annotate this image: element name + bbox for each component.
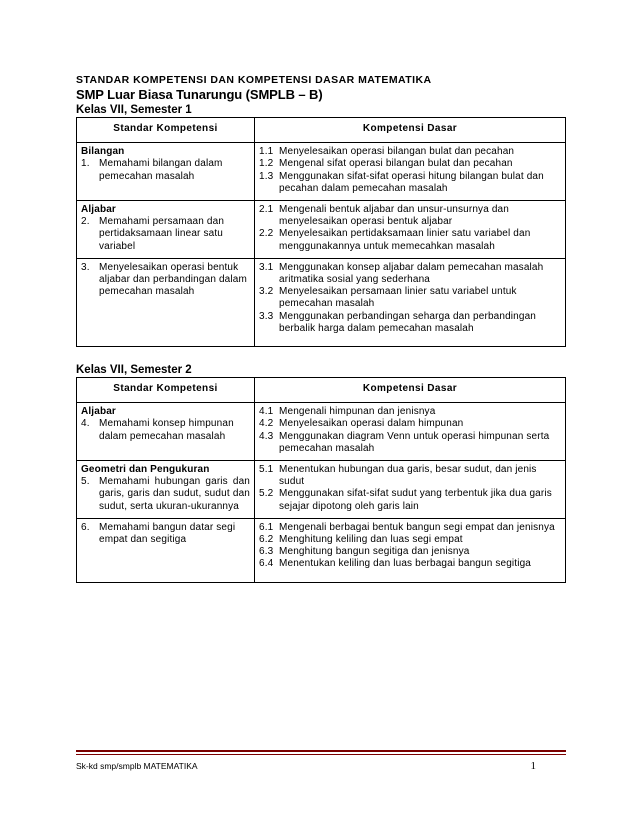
page-number: 1 [530, 760, 536, 772]
kd-item [259, 286, 561, 310]
kd-number: 4.2 [259, 418, 274, 430]
semester-2-heading: Kelas VII, Semester 2 [76, 364, 192, 377]
kd-cell [255, 461, 566, 519]
kd-number: 1.2 [259, 158, 274, 170]
kd-text: Menyelesaikan persamaan linier satu variabel untuk pemecahan masalah [279, 286, 517, 310]
kd-number: 1.3 [259, 170, 274, 182]
table-header-row [77, 118, 566, 143]
kd-number: 1.1 [259, 146, 274, 158]
sk-text: Memahami bilangan dalam pemecahan masalah [99, 158, 223, 182]
kd-item [259, 171, 561, 195]
kd-cell [255, 201, 566, 259]
sk-number: 2. [81, 216, 90, 228]
sk-item [81, 522, 250, 546]
kd-item [259, 546, 561, 558]
sk-cell [77, 143, 255, 201]
table-row [77, 258, 566, 346]
kd-text: Menyelesaikan operasi dalam himpunan [279, 418, 464, 430]
document-title: STANDAR KOMPETENSI DAN KOMPETENSI DASAR MATEMATIKA [76, 74, 432, 86]
kd-item [259, 204, 561, 228]
kd-number: 3.1 [259, 261, 274, 273]
sk-number: 1. [81, 158, 90, 170]
semester-1-table [76, 117, 566, 347]
kd-text: Menggunakan perbandingan seharga dan perbandingan berbalik harga dalam pemecahan masalah [279, 310, 537, 334]
sk-item [81, 262, 250, 299]
kd-number: 6.4 [259, 558, 274, 570]
kd-number: 6.1 [259, 521, 274, 533]
document-subtitle: SMP Luar Biasa Tunarungu (SMPLB – B) [76, 87, 323, 102]
kd-text: Mengenali bentuk aljabar dan unsur-unsurnya dan menyelesaikan operasi bentuk aljabar [279, 204, 509, 228]
kd-item [259, 228, 561, 252]
kd-text: Menghitung keliling dan luas segi empat [279, 534, 463, 546]
kd-text: Menyelesaikan operasi bilangan bulat dan pecahan [279, 146, 515, 158]
sk-group-label: Geometri dan Pengukuran [81, 464, 210, 476]
footer-label: Sk-kd smp/smplb MATEMATIKA [76, 761, 198, 771]
sk-item [81, 476, 250, 513]
column-header-sk: Standar Kompetensi [77, 118, 255, 143]
table-row [77, 201, 566, 259]
kd-item [259, 488, 561, 512]
kd-text: Menggunakan sifat-sifat operasi hitung bilangan bulat dan pecahan dalam pemecahan masalah [279, 170, 544, 194]
kd-number: 3.3 [259, 310, 274, 322]
kd-number: 6.2 [259, 534, 274, 546]
kd-text: Mengenal sifat operasi bilangan bulat dan pecahan [279, 158, 513, 170]
semester-1-heading: Kelas VII, Semester 1 [76, 104, 192, 116]
column-header-sk: Standar Kompetensi [77, 378, 255, 403]
kd-number: 5.2 [259, 488, 274, 500]
kd-item [259, 146, 561, 158]
kd-item [259, 522, 561, 534]
kd-cell [255, 403, 566, 461]
sk-item [81, 216, 250, 253]
sk-cell [77, 403, 255, 461]
sk-text: Memahami bangun datar segi empat dan segitiga [99, 521, 236, 546]
kd-item [259, 406, 561, 418]
kd-item [259, 418, 561, 430]
sk-group-label: Bilangan [81, 146, 125, 158]
sk-cell [77, 258, 255, 346]
kd-item [259, 158, 561, 170]
column-header-kd: Kompetensi Dasar [255, 118, 566, 143]
sk-number: 4. [81, 418, 90, 430]
sk-group-label: Aljabar [81, 204, 116, 216]
kd-cell [255, 258, 566, 346]
table-row [77, 143, 566, 201]
kd-cell [255, 143, 566, 201]
kd-text: Menggunakan diagram Venn untuk operasi himpunan serta pemecahan masalah [279, 430, 550, 454]
kd-number: 4.1 [259, 406, 274, 418]
sk-text: Memahami hubungan garis dan garis, garis dan sudut, sudut dan sudut, serta ukuran-ukurannya [99, 476, 250, 512]
kd-text: Menggunakan sifat-sifat sudut yang terbentuk jika dua garis sejajar dipotong oleh garis lain [279, 488, 552, 512]
sk-cell [77, 461, 255, 519]
sk-item [81, 418, 250, 442]
document-page [76, 74, 566, 583]
kd-text: Mengenali berbagai bentuk bangun segi empat dan jenisnya [279, 521, 555, 533]
table-header-row [77, 378, 566, 403]
column-header-kd: Kompetensi Dasar [255, 378, 566, 403]
kd-item [259, 431, 561, 455]
kd-number: 5.1 [259, 464, 274, 476]
page-footer [76, 750, 566, 772]
footer-divider [76, 750, 566, 752]
kd-cell [255, 518, 566, 582]
table-row [77, 461, 566, 519]
kd-number: 2.2 [259, 228, 274, 240]
kd-text: Menentukan keliling dan luas berbagai bangun segitiga [279, 558, 532, 570]
kd-item [259, 464, 561, 488]
kd-item [259, 311, 561, 335]
sk-text: Memahami persamaan dan pertidaksamaan linear satu variabel [99, 216, 225, 252]
sk-number: 3. [81, 261, 90, 273]
table-row [77, 518, 566, 582]
sk-number: 6. [81, 521, 90, 533]
kd-number: 4.3 [259, 430, 274, 442]
footer-divider [76, 754, 566, 755]
sk-text: Memahami konsep himpunan dalam pemecahan masalah [99, 418, 234, 442]
kd-text: Menentukan hubungan dua garis, besar sudut, dan jenis sudut [279, 464, 537, 488]
sk-cell [77, 201, 255, 259]
kd-number: 3.2 [259, 286, 274, 298]
sk-text: Menyelesaikan operasi bentuk aljabar dan perbandingan dalam pemecahan masalah [99, 261, 247, 298]
kd-number: 2.1 [259, 204, 274, 216]
table-row [77, 403, 566, 461]
kd-item [259, 534, 561, 546]
kd-text: Menggunakan konsep aljabar dalam pemecahan masalah aritmatika sosial yang sederhana [279, 261, 544, 286]
sk-group-label: Aljabar [81, 406, 116, 418]
kd-item [259, 558, 561, 570]
kd-text: Menyelesaikan pertidaksamaan linier satu variabel dan menggunakannya untuk memecahkan masalah [279, 228, 531, 252]
kd-text: Menghitung bangun segitiga dan jenisnya [279, 546, 470, 558]
sk-item [81, 158, 250, 182]
sk-cell [77, 518, 255, 582]
semester-2-table [76, 377, 566, 583]
kd-item [259, 262, 561, 286]
kd-text: Mengenali himpunan dan jenisnya [279, 406, 436, 418]
sk-number: 5. [81, 476, 90, 488]
kd-number: 6.3 [259, 546, 274, 558]
footer-row [76, 760, 566, 772]
